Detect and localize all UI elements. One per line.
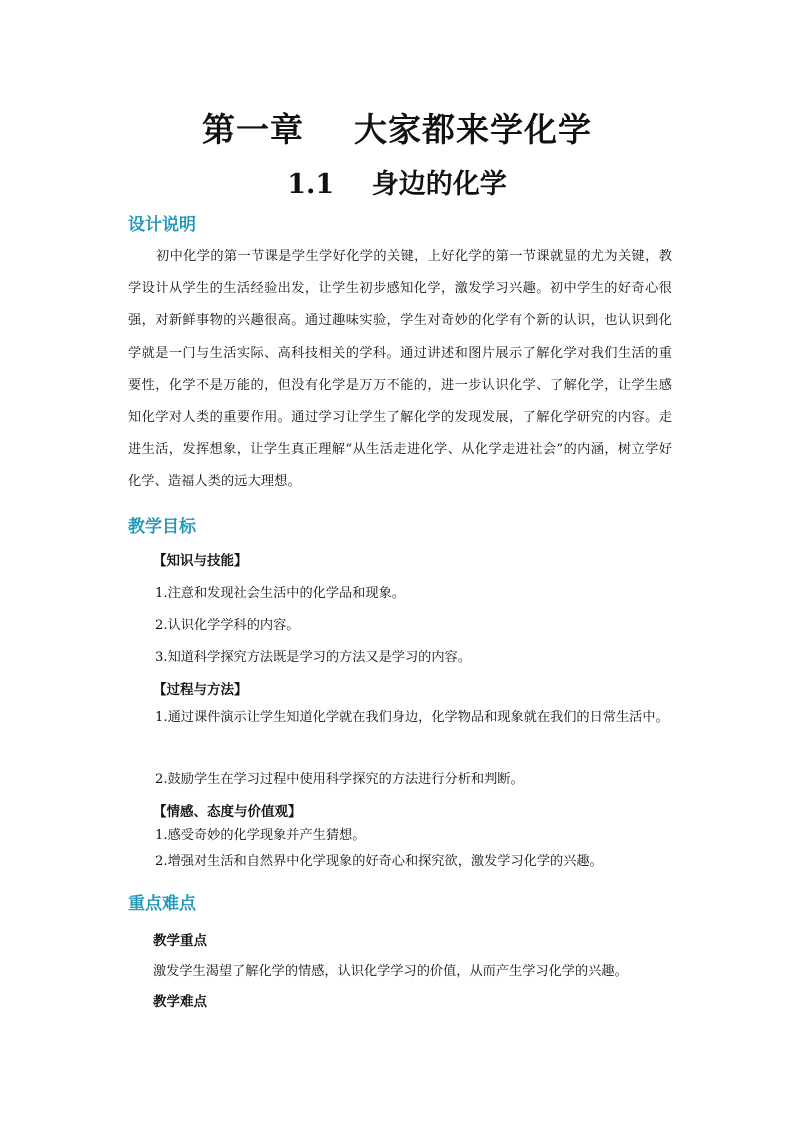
process-item: 2.鼓励学生在学习过程中使用科学探究的方法进行分析和判断。: [155, 772, 524, 787]
design-paragraph: 初中化学的第一节课是学生学好化学的关键，上好化学的第一节课就显的尤为关键，教学设计从学生的生活经验出发，让学生初步感知化学，激发学习兴趣。初中学生的好奇心很强，对新鲜事物的兴趣很高。通过趣味实验，学生对奇妙的化学有个新的认识，也认识到化学就是一门与生活实际、高科技相关的学科。通过讲述和图片展示了解化学对我们生活的重要性，化学不是万能的，但没有化学是万万不能的，进一步认识化学、了解化学，让学生感知化学对人类的重要作用。通过学习让学生了解化学的发现发展，了解化学研究的内容。走进生活，发挥想象，让学生真正理解“从生活走进化学、从化学走进社会”的内涵，树立学好化学、造福人类的远大理想。: [128, 249, 672, 490]
key-points-heading: 重点难点: [128, 894, 196, 914]
process-item: 1.通过课件演示让学生知道化学就在我们身边，化学物品和现象就在我们的日常生活中。: [155, 710, 669, 725]
knowledge-title: 【知识与技能】: [153, 553, 248, 569]
emotion-item: 1.感受奇妙的化学现象并产生猜想。: [155, 828, 366, 843]
emotion-title: 【情感、态度与价值观】: [153, 804, 302, 820]
process-title: 【过程与方法】: [153, 682, 248, 698]
focus-text: 激发学生渴望了解化学的情感，认识化学学习的价值，从而产生学习化学的兴趣。: [153, 964, 628, 979]
section-title: 1.1 身边的化学: [287, 169, 507, 200]
emotion-item: 2.增强对生活和自然界中化学现象的好奇心和探究欲，激发学习化学的兴趣。: [155, 854, 603, 869]
chapter-title: 第一章 大家都来学化学: [202, 110, 592, 149]
knowledge-item: 2.认识化学学科的内容。: [155, 618, 300, 633]
focus-title: 教学重点: [153, 933, 207, 949]
difficulty-title: 教学难点: [153, 994, 207, 1010]
goals-heading: 教学目标: [128, 517, 196, 537]
knowledge-item: 3.知道科学探究方法既是学习的方法又是学习的内容。: [155, 650, 471, 665]
design-heading: 设计说明: [128, 215, 196, 235]
knowledge-item: 1.注意和发现社会生活中的化学品和现象。: [155, 586, 405, 601]
